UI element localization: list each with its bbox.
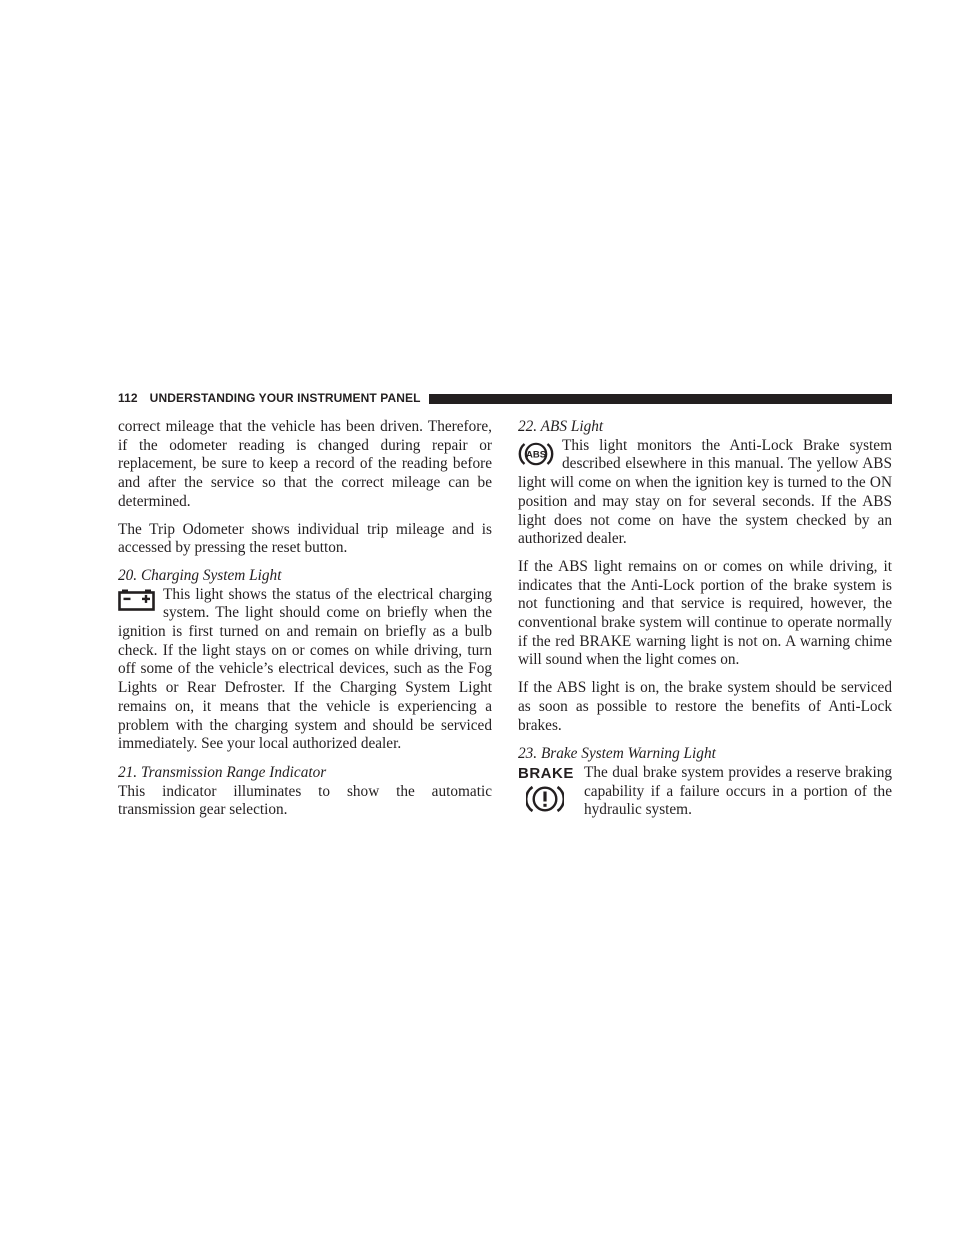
page-header (118, 389, 892, 407)
brake-system-heading: 23. Brake System Warning Light (518, 745, 716, 763)
brake-exclamation-icon (526, 784, 564, 814)
abs-icon-label: ABS (525, 449, 547, 461)
charging-system-paragraph (118, 586, 492, 754)
brake-system-body: The dual brake system provides a reserve braking capability if a failure occurs in a portion of the hydraulic system. (584, 763, 892, 819)
abs-light-paragraph-3: If the ABS light is on, the brake system should be serviced as soon as possible to restore the benefits of Anti-Lock brakes. (518, 679, 892, 734)
brake-warning-icon (518, 765, 574, 814)
page-number: 112 (118, 391, 138, 405)
odometer-paragraph: correct mileage that the vehicle has been driven. Therefore, if the odometer reading is changed during repair or replacement, be sure to keep a record of the reading before and after the service so that the correct mileage can be determined. (118, 418, 492, 510)
brake-system-paragraph (518, 764, 892, 820)
transmission-range-body: This indicator illuminates to show the automatic transmission gear selection. (118, 782, 492, 819)
right-column (518, 418, 892, 829)
abs-warning-icon (518, 441, 554, 467)
left-column (118, 418, 492, 829)
abs-light-paragraph-2: If the ABS light remains on or comes on while driving, it indicates that the Anti-Lock portion of the brake system is not functioning and that service is required, however, the conventional brake system will continue to operate normally if the red BRAKE warning light is not on. A warning chime will sound when the light comes on. (518, 557, 892, 669)
charging-system-heading: 20. Charging System Light (118, 566, 282, 584)
battery-icon (118, 589, 155, 611)
abs-light-body: This light monitors the Anti-Lock Brake system described elsewhere in this manual. The yellow ABS light will come on when the ignition key is turned to the ON position and may stay on for several seconds. If the ABS light does not come on have the system checked by an authorized dealer. (518, 436, 892, 548)
brake-icon-label: BRAKE (518, 764, 574, 782)
trip-odometer-paragraph: The Trip Odometer shows individual trip mileage and is accessed by pressing the reset button. (118, 520, 492, 557)
header-rule (429, 394, 892, 404)
charging-system-body: This light shows the status of the electrical charging system. The light should come on briefly when the ignition is first turned on and remain on briefly as a bulb check. If the light stays on or comes on while driving, turn off some of the vehicle’s electrical devices, such as the Fog Lights or Rear Defroster. If the Charging System Light remains on, it means that the vehicle is experiencing a problem with the charging system and should be serviced immediately. See your local authorized dealer. (118, 585, 492, 753)
transmission-range-heading: 21. Transmission Range Indicator (118, 763, 327, 781)
running-header-title: UNDERSTANDING YOUR INSTRUMENT PANEL (149, 391, 421, 405)
abs-light-paragraph (518, 437, 892, 549)
abs-light-heading: 22. ABS Light (518, 418, 604, 435)
